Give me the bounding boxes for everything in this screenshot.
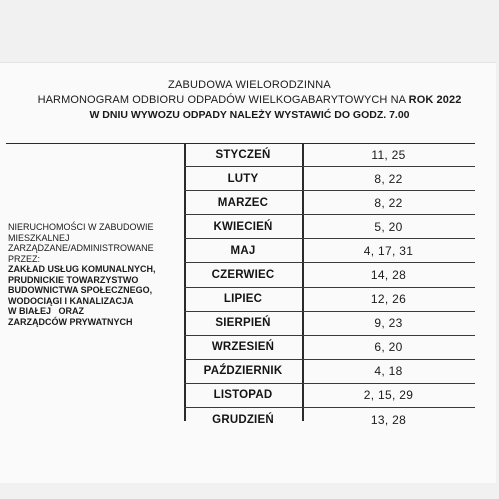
dates-cell: 4, 18	[374, 364, 403, 379]
table-row	[184, 408, 475, 431]
dates-cell: 4, 17, 31	[363, 243, 414, 258]
header-year: ROK 2022	[408, 94, 462, 106]
month-cell: MARZEC	[217, 196, 269, 209]
table-row	[184, 191, 475, 215]
dates-cell: 12, 26	[370, 292, 407, 307]
table-row	[184, 336, 475, 360]
desc-line-bold: W BIAŁEJ ORAZ	[8, 306, 84, 316]
dates-cell: 6, 20	[374, 340, 403, 355]
table-row	[184, 167, 475, 191]
dates-cell: 13, 28	[370, 412, 407, 427]
dates-cell: 2, 15, 29	[363, 388, 414, 403]
table-row	[184, 143, 475, 167]
document-header	[0, 78, 499, 123]
month-cell: SIERPIEŃ	[215, 317, 271, 330]
table-row	[184, 215, 475, 239]
dates-cell: 11, 25	[371, 147, 406, 162]
header-line-schedule	[0, 93, 499, 108]
desc-line-bold: BUDOWNICTWA SPOŁECZNEGO,	[8, 285, 153, 295]
month-cell: LISTOPAD	[213, 389, 273, 402]
properties-description	[8, 222, 183, 327]
month-cell: STYCZEŃ	[215, 148, 271, 161]
desc-line-bold: PRUDNICKIE TOWARZYSTWO	[8, 274, 139, 285]
desc-line-bold: ZAKŁAD USŁUG KOMUNALNYCH,	[8, 264, 156, 274]
table-row	[184, 384, 475, 408]
desc-line: ZARZĄDZANE/ADMINISTROWANE	[8, 243, 154, 253]
month-cell: LUTY	[227, 172, 259, 185]
month-cell: MAJ	[230, 244, 256, 257]
desc-line-bold: ZARZĄDCÓW PRYWATNYCH	[8, 316, 133, 327]
desc-line: NIERUCHOMOŚCI W ZABUDOWIE	[8, 222, 154, 232]
dates-cell: 9, 23	[374, 316, 403, 331]
desc-line: PRZEZ:	[8, 253, 41, 264]
header-line-deadline: W DNIU WYWOZU ODPADY NALEŻY WYSTAWIĆ DO GODZ. 7.00	[89, 109, 410, 121]
dates-cell: 8, 22	[374, 171, 403, 186]
dates-cell: 8, 22	[374, 195, 403, 210]
table-row	[184, 360, 475, 384]
desc-line-bold: WODOCIĄGI I KANALIZACJA	[8, 295, 134, 306]
month-cell: CZERWIEC	[211, 269, 275, 282]
schedule-rows	[184, 143, 475, 431]
table-row	[184, 263, 475, 287]
table-row	[184, 312, 475, 336]
month-cell: KWIECIEŃ	[213, 220, 273, 233]
table-row	[184, 288, 475, 312]
month-cell: GRUDZIEŃ	[212, 413, 274, 426]
month-cell: PAŹDZIERNIK	[203, 365, 283, 378]
table-row	[184, 239, 475, 263]
desc-line: MIESZKALNEJ	[8, 232, 70, 243]
month-cell: WRZESIEŃ	[211, 341, 275, 354]
dates-cell: 14, 28	[370, 268, 407, 283]
header-line-building-type: ZABUDOWA WIELORODZINNA	[168, 79, 331, 91]
dates-cell: 5, 20	[374, 219, 403, 234]
month-cell: LIPIEC	[223, 293, 263, 306]
header-schedule-text: HARMONOGRAM ODBIORU ODPADÓW WIELKOGABARYTOWYCH NA	[37, 94, 409, 106]
